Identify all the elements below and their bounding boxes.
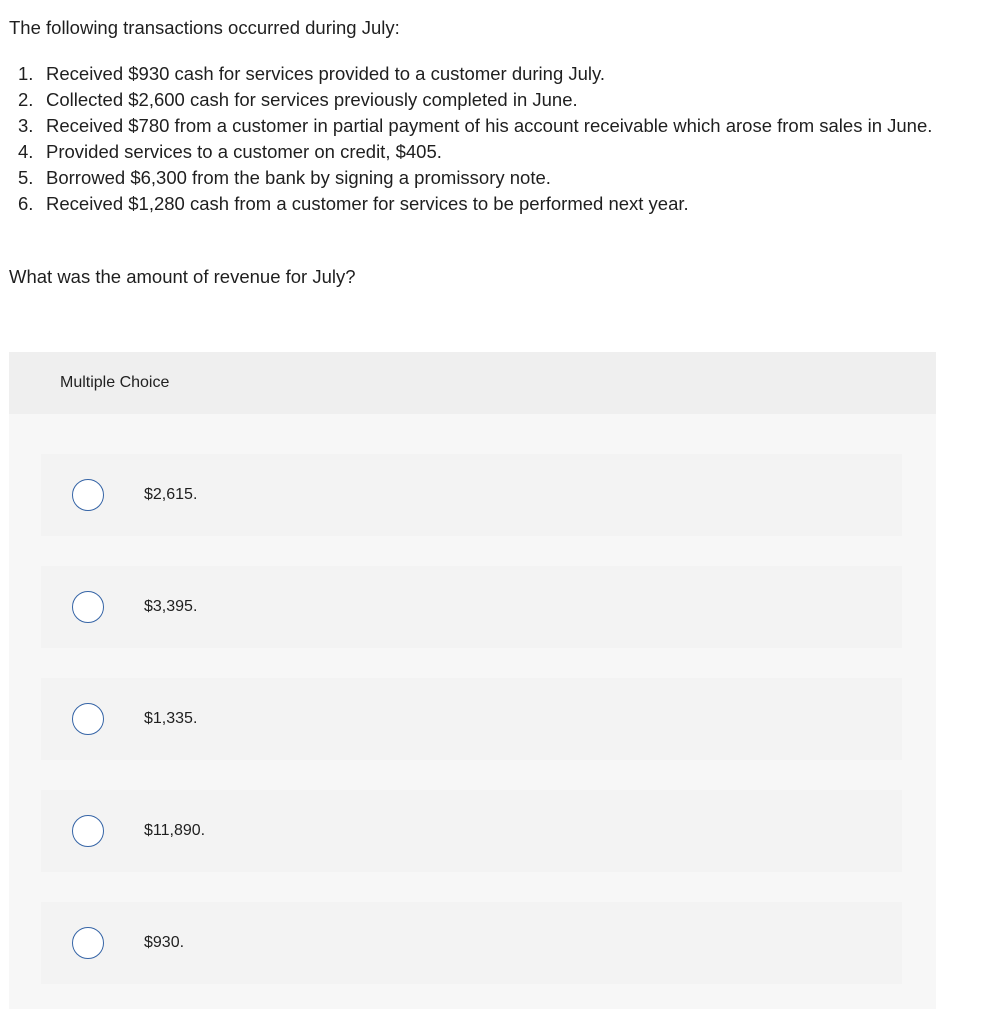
transaction-number: 1. (18, 63, 34, 84)
transaction-item (18, 191, 948, 217)
transaction-item (18, 165, 948, 191)
radio-button-icon[interactable] (72, 479, 104, 511)
transaction-number: 4. (18, 141, 34, 162)
transaction-text: Provided services to a customer on credit, $405. (46, 141, 442, 162)
transaction-list (18, 61, 948, 217)
transaction-item (18, 61, 948, 87)
multiple-choice-label: Multiple Choice (60, 374, 170, 391)
answer-option[interactable] (41, 678, 902, 760)
answer-option-label: $11,890. (144, 822, 206, 839)
transaction-text: Received $930 cash for services provided to a customer during July. (46, 63, 606, 84)
multiple-choice-header (9, 352, 936, 414)
transaction-item (18, 113, 948, 139)
answer-option[interactable] (41, 566, 902, 648)
radio-button-icon[interactable] (72, 703, 104, 735)
answer-option-label: $2,615. (144, 486, 198, 503)
answer-option-label: $3,395. (144, 598, 198, 615)
answer-option-label: $1,335. (144, 710, 198, 727)
radio-button-icon[interactable] (72, 927, 104, 959)
transaction-text: Collected $2,600 cash for services previously completed in June. (46, 89, 578, 110)
answer-option[interactable] (41, 790, 902, 872)
answer-option[interactable] (41, 454, 902, 536)
transaction-text: Borrowed $6,300 from the bank by signing a promissory note. (46, 167, 551, 188)
question-intro: The following transactions occurred during July: (9, 17, 400, 38)
transaction-text: Received $780 from a customer in partial payment of his account receivable which arose from sales in June. (46, 115, 933, 136)
transaction-item (18, 139, 948, 165)
transaction-number: 3. (18, 115, 34, 136)
question-prompt: What was the amount of revenue for July? (9, 266, 356, 287)
transaction-number: 5. (18, 167, 34, 188)
transaction-item (18, 87, 948, 113)
transaction-text: Received $1,280 cash from a customer for services to be performed next year. (46, 193, 689, 214)
multiple-choice-panel (9, 352, 936, 1009)
answer-option-label: $930. (144, 934, 185, 951)
transaction-number: 2. (18, 89, 34, 110)
transaction-number: 6. (18, 193, 34, 214)
answer-option[interactable] (41, 902, 902, 984)
radio-button-icon[interactable] (72, 591, 104, 623)
radio-button-icon[interactable] (72, 815, 104, 847)
